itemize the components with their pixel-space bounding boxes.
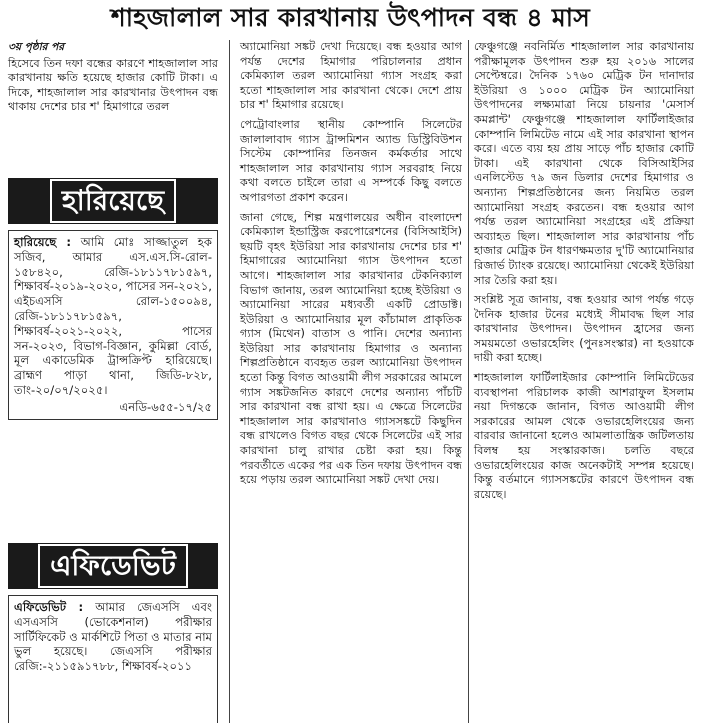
affidavit-ad-label: এফিডেভিট : bbox=[14, 600, 84, 614]
article-paragraph: শাহজালাল ফার্টিলাইজার কোম্পানি লিমিটেডের ব্যবস্থাপনা পরিচালক কাজী আশরাফুল ইসলাম নয়া দিগন্তকে জানান, বিগত আওয়ামী লীগ সরকারের আমল থেকে ওভারহেলিংয়ের জন্য বারবার জানানো হলেও আমলাতান্ত্রিক জটিলতায় বিলম্ব হয় সংস্কারকাজ। চলতি বছরে ওভারহেলিংয়ের কাজ অনেকটাই সম্পন্ন হয়েছে। কিন্তু বর্তমানে গ্যাসসঙ্কটের কারণে উৎপাদন বন্ধ রয়েছে। bbox=[474, 371, 694, 501]
article-paragraph: জানা গেছে, শিল্প মন্ত্রণালয়ের অধীন বাংলাদেশ কেমিক্যাল ইন্ডাস্ট্রিজ করপোরেশনের (বিসিআইসি) ছয়টি বৃহৎ ইউরিয়া সার কারখানায় দেশের চার শ' হিমাগারের অ্যামোনিয়া গ্যাস উৎপাদন হতো আগে। শাহজালাল সার কারখানার টেকনিক্যাল বিভাগ জানায়, তরল অ্যামোনিয়া হচ্ছে ইউরিয়া ও অ্যামোনিয়া সারের মধ্যবর্তী একটি প্রোডাক্ট। ইউরিয়া ও অ্যামোনিয়ার মূল কাঁচামাল প্রাকৃতিক গ্যাস (মিথেন) বাতাস ও পানি। দেশের অন্যান্য ইউরিয়া সার কারখানায় হিমাগার ও অন্যান্য শিল্পপ্রতিষ্ঠানে ব্যবহৃত তরল অ্যামোনিয়া উৎপাদন হতো কিন্তু বিগত আওয়ামী লীগ সরকারের আমলে গ্যাস সঙ্কটজনিত কারণে দেশের অন্যান্য পাঁচটি সার কারখানা বন্ধ রাখা হয়। এ ক্ষেত্রে সিলেটের শাহজালাল সার কারখানাও গ্যাসসঙ্কটে কিছুদিন বন্ধ রাখলেও বিগত বছর থেকে সিলেটের এই সার কারখানা চালু রাখার চেষ্টা করা হয়। কিন্তু পরবর্তীতে একের পর এক তিন দফায় উৎপাদন বন্ধ হয়ে পড়ায় তরল অ্যামোনিয়া সঙ্কট দেখা দেয়। bbox=[240, 210, 462, 487]
lost-ad-body: আমি মোঃ সাজ্জাতুল হক সজিব, আমার এস.এস.সি-রোল- ১৫৮৪২০, রেজি-১৮১১৭৮১৫৯৭, শিক্ষাবর্ষ-২০১৯-২০২০, পাসের সন-২০২১, এইচএসসি রোল-১৫০০৯৪, রেজি-১৮১১৭৮১৫৯৭, শিক্ষাবর্ষ-২০২১-২০২২, পাসের সন-২০২৩, বিভাগ-বিজ্ঞান, কুমিল্লা বোর্ড, মূল একাডেমিক ট্রান্সক্রিপ্ট হারিয়েছে। ব্রাহ্মণ পাড়া থানা, জিডি-৮২৮, তাং-২০/০৭/২০২৫। bbox=[14, 235, 213, 397]
column-2 bbox=[240, 40, 462, 493]
lost-banner-title: হারিয়েছে bbox=[50, 179, 176, 223]
affidavit-banner bbox=[8, 543, 218, 589]
column-divider bbox=[468, 40, 469, 723]
headline: শাহজালাল সার কারখানায় উৎপাদন বন্ধ ৪ মাস bbox=[110, 3, 591, 32]
article-paragraph: সংশ্লিষ্ট সূত্র জানায়, বন্ধ হওয়ার আগ পর্যন্ত গড়ে দৈনিক হাজার টনের মধ্যেই সীমাবদ্ধ ছিল সার কারখানার উৎপাদন। উৎপাদন হ্রাসের জন্য সময়মতো ওভারহেলিং (পুনঃসংস্কার) না হওয়াকে দায়ী করা হচ্ছে। bbox=[474, 293, 694, 365]
article-paragraph: হিসেবে তিন দফা বন্ধের কারণে শাহজালাল সার কারখানায় ক্ষতি হয়েছে হাজার কোটি টাকা। এ দিকে, শাহজালাল সার কারখানার উৎপাদন বন্ধ থাকায় দেশের চার শ' হিমাগারে তরল bbox=[8, 56, 218, 114]
article-paragraph: পেট্রোবাংলার স্থানীয় কোম্পানি সিলেটের জালালাবাদ গ্যাস ট্রান্সমিশন অ্যান্ড ডিস্ট্রিবিউশন সিস্টেম কোম্পানির তিনজন কর্মকর্তার সাথে শাহজালাল সার কারখানায় গ্যাস সরবরাহ নিয়ে কথা বলতে চাইলে তারা এ সম্পর্কে কিছু বলতে অপারগতা প্রকাশ করেন। bbox=[240, 117, 462, 204]
lost-ad-label: হারিয়েছে : bbox=[14, 235, 72, 249]
article-paragraph: অ্যামোনিয়া সঙ্কট দেখা দিয়েছে। বন্ধ হওয়ার আগ পর্যন্ত দেশের হিমাগার পরিচালনার প্রধান কেমিক্যাল তরল অ্যামোনিয়া গ্যাস সংগ্রহ করা হতো শাহজালাল সার কারখানা থেকে। দেশে প্রায় চার শ' হিমাগার রয়েছে। bbox=[240, 40, 462, 112]
column-3 bbox=[474, 40, 694, 507]
affidavit-banner-title: এফিডেভিট bbox=[38, 544, 188, 588]
affidavit-ad bbox=[8, 595, 218, 723]
page-reference: ৩য় পৃষ্ঠার পর bbox=[8, 41, 65, 53]
lost-ad bbox=[8, 230, 218, 420]
column-divider bbox=[229, 40, 230, 723]
lost-banner bbox=[8, 178, 218, 224]
affidavit-ad-body: আমার জেএসসি এবং এসএসসি (ভোকেশনাল) পরীক্ষার সার্টিফিকেট ও মার্কশিটে পিতা ও মাতার নাম ভুল হয়েছে। জেএসসি পরীক্ষার রেজি:-২১১৫৯১৭৮৮, শিক্ষাবর্ষ-২০১১ bbox=[14, 600, 212, 674]
article-paragraph: ফেঞ্চুগঞ্জে নবনির্মিত শাহজালাল সার কারখানায় পরীক্ষামূলক উৎপাদন শুরু হয় ২০১৬ সালের সেপ্টেম্বরে। দৈনিক ১৭৬০ মেট্রিক টন দানাদার ইউরিয়া ও ১০০০ মেট্রিক টন অ্যামোনিয়া উৎপাদনের লক্ষ্যমাত্রা নিয়ে চায়নার 'মেসার্স কমপ্লান্ট' ফেঞ্চুগঞ্জে শাহজালাল ফার্টিলাইজার কোম্পানি লিমিটেড নামে এই সার কারখানা স্থাপন করে। এতে ব্যয় হয় প্রায় সাড়ে পাঁচ হাজার কোটি টাকা। এই কারখানা থেকে বিসিআইসির এনলিস্টেড ৭৯ জন ডিলার দেশের হিমাগার ও অন্যান্য শিল্পপ্রতিষ্ঠানের জন্য নিয়মিত তরল অ্যামোনিয়া সংগ্রহ করতেন। বন্ধ হওয়ার আগ পর্যন্ত তরল অ্যামোনিয়া সংগ্রহের এই প্রক্রিয়া অব্যাহত ছিল। শাহজালাল সার কারখানায় পাঁচ হাজার মেট্রিক টন ধারণক্ষমতার দু'টি অ্যামোনিয়ার রিজার্ভ ট্যাংক রয়েছে। অ্যামোনিয়া থেকেই ইউরিয়া সার তৈরি করা হয়। bbox=[474, 40, 694, 287]
lost-ad-code: এনডি-৬৫৫-১৭/২৫ bbox=[119, 399, 212, 414]
column-1 bbox=[8, 40, 218, 120]
